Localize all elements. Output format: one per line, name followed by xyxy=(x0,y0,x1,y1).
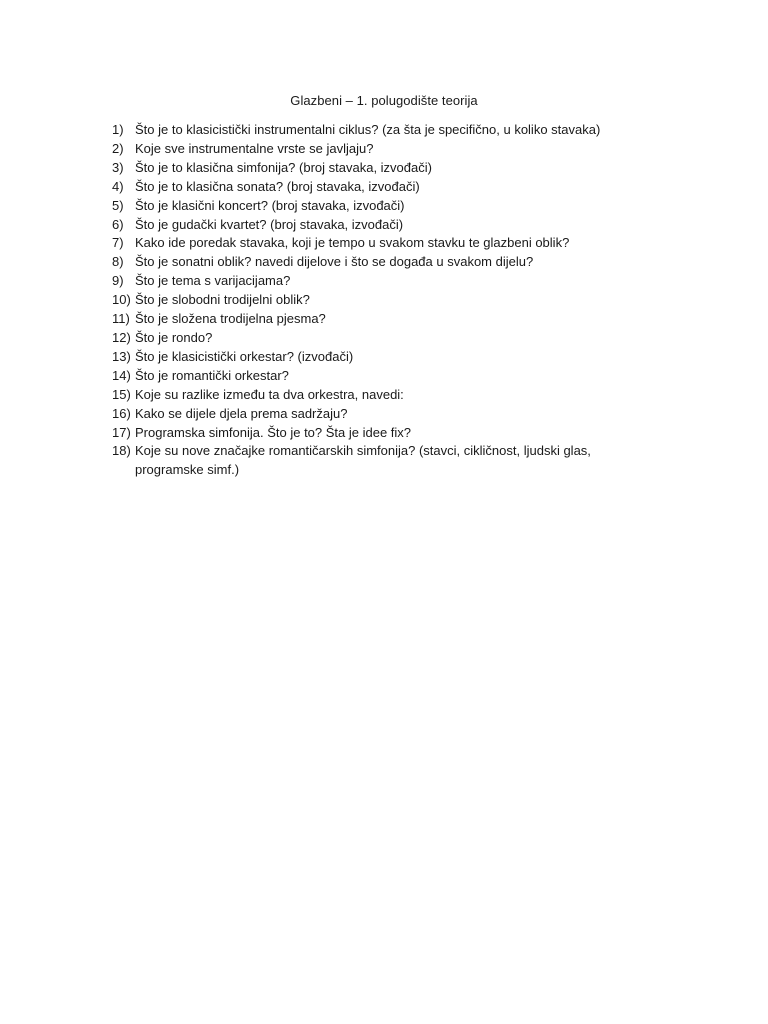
question-number: 17) xyxy=(112,424,131,440)
question-text: Što je rondo? xyxy=(135,329,213,345)
question-number: 5) xyxy=(112,197,124,213)
question-text: Kako ide poredak stavaka, koji je tempo u svakom stavku te glazbeni oblik? xyxy=(135,235,570,251)
question-number: 8) xyxy=(112,254,124,270)
question-number: 15) xyxy=(112,386,131,402)
question-text: Koje sve instrumentalne vrste se javljaju? xyxy=(135,140,374,156)
question-item xyxy=(112,216,652,235)
question-number: 14) xyxy=(112,367,131,383)
question-text: Koje su nove značajke romantičarskih simfonija? (stavci, cikličnost, ljudski glas, programske simf.) xyxy=(135,443,591,478)
question-item xyxy=(112,348,652,367)
question-text: Što je tema s varijacijama? xyxy=(135,273,291,289)
question-number: 12) xyxy=(112,329,131,345)
page-title: Glazbeni – 1. polugodište teorija xyxy=(290,93,478,108)
question-item xyxy=(112,197,652,216)
question-item xyxy=(112,329,652,348)
question-text: Koje su razlike između ta dva orkestra, navedi: xyxy=(135,386,404,402)
question-text: Kako se dijele djela prema sadržaju? xyxy=(135,405,348,421)
question-number: 10) xyxy=(112,292,131,308)
question-number: 9) xyxy=(112,273,124,289)
question-text: Što je to klasična simfonija? (broj stavaka, izvođači) xyxy=(135,159,432,175)
question-text: Što je romantički orkestar? xyxy=(135,367,289,383)
question-text: Što je klasični koncert? (broj stavaka, izvođači) xyxy=(135,197,405,213)
question-number: 3) xyxy=(112,159,124,175)
question-item xyxy=(112,178,652,197)
question-text: Što je to klasicistički instrumentalni ciklus? (za šta je specifično, u koliko stavaka) xyxy=(135,122,601,137)
question-item xyxy=(112,424,652,443)
question-number: 7) xyxy=(112,235,124,251)
question-item xyxy=(112,234,652,253)
question-text: Što je sonatni oblik? navedi dijelove i što se događa u svakom dijelu? xyxy=(135,254,534,270)
question-item xyxy=(112,121,652,140)
question-text: Što je gudački kvartet? (broj stavaka, izvođači) xyxy=(135,216,404,232)
question-item xyxy=(112,367,652,386)
question-text: Programska simfonija. Što je to? Šta je idee fix? xyxy=(135,424,412,440)
question-item xyxy=(112,442,652,480)
question-text: Što je složena trodijelna pjesma? xyxy=(135,311,326,327)
question-number: 4) xyxy=(112,178,124,194)
question-item xyxy=(112,159,652,178)
question-number: 18) xyxy=(112,443,131,459)
question-number: 16) xyxy=(112,405,131,421)
question-text: Što je slobodni trodijelni oblik? xyxy=(135,292,310,308)
question-text: Što je klasicistički orkestar? (izvođači) xyxy=(135,348,354,364)
question-item xyxy=(112,405,652,424)
question-number: 13) xyxy=(112,348,131,364)
question-item xyxy=(112,272,652,291)
question-number: 11) xyxy=(112,311,130,327)
question-item xyxy=(112,386,652,405)
question-item xyxy=(112,310,652,329)
question-item xyxy=(112,291,652,310)
question-text: Što je to klasična sonata? (broj stavaka, izvođači) xyxy=(135,178,420,194)
question-number: 6) xyxy=(112,216,124,232)
question-number: 1) xyxy=(112,122,124,137)
question-item xyxy=(112,253,652,272)
question-number: 2) xyxy=(112,140,124,156)
question-item xyxy=(112,140,652,159)
question-list xyxy=(112,121,652,480)
